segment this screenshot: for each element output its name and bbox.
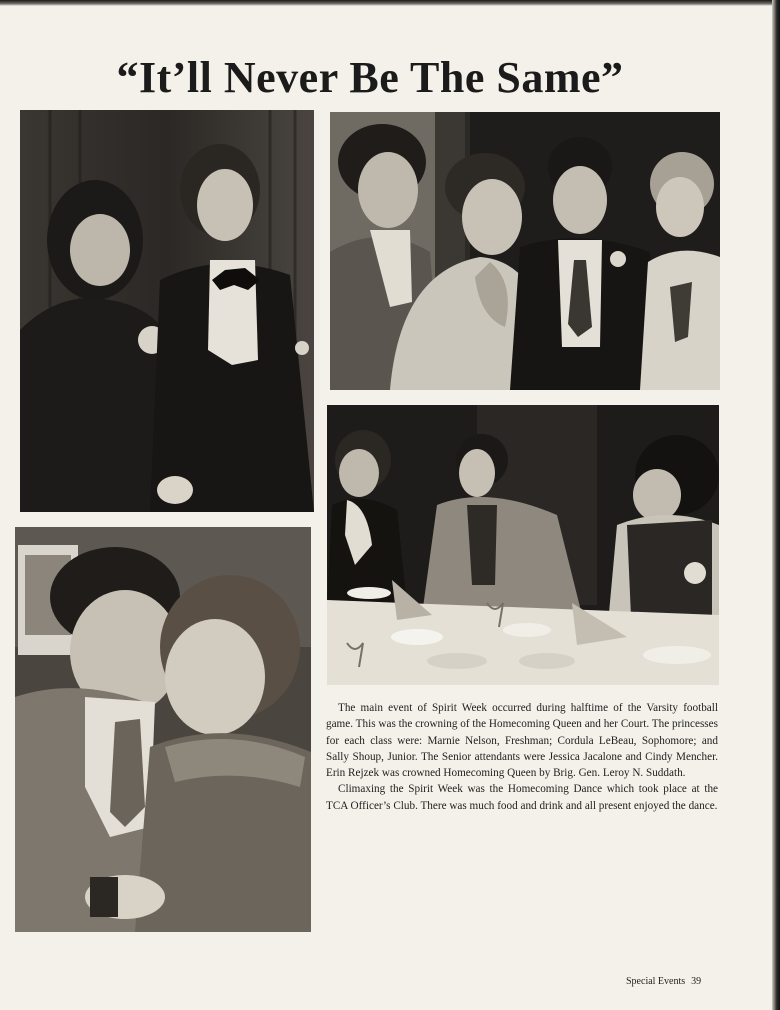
group-of-four-photo — [330, 112, 720, 390]
smiling-couple-photo — [15, 527, 311, 932]
caption-paragraph-2: Climaxing the Spirit Week was the Homecoming Dance which took place at the TCA Officer’s Club. There was much food and drink and all present enjoyed the dance. — [326, 783, 718, 812]
dinner-table-photo — [327, 405, 719, 685]
page-binding-edge — [772, 0, 780, 1010]
page-title: “It’ll Never Be The Same” — [116, 53, 624, 102]
page-number: 39 — [691, 976, 702, 987]
story-caption — [326, 700, 718, 814]
caption-paragraph-1: The main event of Spirit Week occurred during halftime of the Varsity football game. This was the crowning of the Homecoming Queen and her Court. The princesses for each class were: Marnie Nelson, Freshman; Cordula LeBeau, Sophomore; and Sally Shoup, Junior. The Senior attendants were Jessica Jacalone and Cindy Mencher. Erin Rejzek was crowned Homecoming Queen by Brig. Gen. Leroy N. Suddath. — [326, 702, 718, 780]
footer-section: Special Events — [626, 976, 686, 987]
page-footer — [620, 976, 701, 987]
page-top-edge — [0, 0, 780, 6]
couple-portrait-photo — [20, 110, 314, 512]
